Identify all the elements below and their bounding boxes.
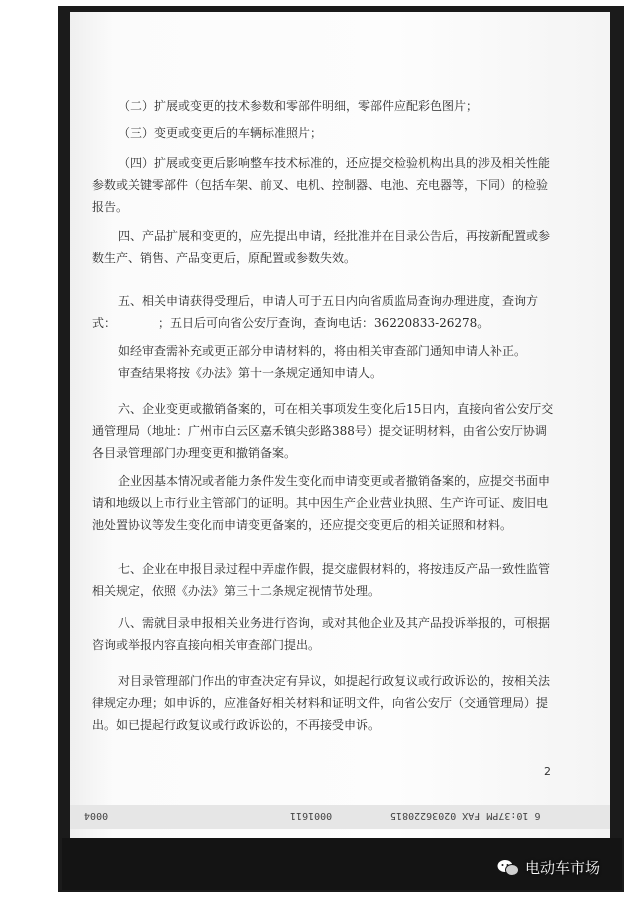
paragraph-11: 八、需就目录申报相关业务进行咨询，或对其他企业及其产品投诉举报的，可根据咨询或举报内容直接向相关审查部门提出。 [92,616,551,652]
paragraph-6: 如经审查需补充或更正部分申请材料的，将由相关审查部门通知申请人补正。 [118,344,527,358]
page-number: 2 [544,765,551,778]
paragraph-8: 六、企业变更或撤销备案的，可在相关事项发生变化后15日内，直接向省公安厅交通管理局（地址：广州市白云区嘉禾镇尖彭路388号）提交证明材料，由省公安厅协调各目录管理部门办理变更和撤销备案。 [92,402,554,460]
paragraph-12: 对目录管理部门作出的审查决定有异议，如提起行政复议或行政诉讼的，按相关法律规定办理；如申诉的，应准备好相关材料和证明文件，向省公安厅（交通管理局）提出。如已提起行政复议或行政诉讼的，不再接受申诉。 [92,674,551,732]
paragraph-5: 五、相关申请获得受理后，申请人可于五日内向省质监局查询办理进度，查询方式： ；五日后可向省公安厅查询，查询电话：36220833-26278。 [92,294,539,330]
paragraph-9: 企业因基本情况或者能力条件发生变化而申请变更或者撤销备案的，应提交书面申请和地级以上市行业主管部门的证明。其中因生产企业营业执照、生产许可证、废旧电池处置协议等发生变化而申请变更备案的，还应提交变更后的相关证照和材料。 [92,474,551,532]
paragraph-2: （三）变更或变更后的车辆标准照片； [118,126,323,140]
fax-page-code: 0004 [84,810,109,821]
paragraph-4: 四、产品扩展和变更的，应先提出申请，经批准并在目录公告后，再按新配置或参数生产、销售、产品变更后，原配置或参数失效。 [92,229,551,265]
paragraph-7: 审查结果将按《办法》第十一条规定通知申请人。 [118,366,383,380]
fax-line: 6 10:37PM FAX 02036220815 [390,810,541,821]
watermark [497,857,600,878]
paragraph-1: （二）扩展或变更的技术参数和零部件明细，零部件应配彩色图片； [118,99,479,113]
paragraph-10: 七、企业在申报目录过程中弄虚作假，提交虚假材料的，将按违反产品一致性监管相关规定，依照《办法》第三十二条规定视情节处理。 [92,562,551,598]
wechat-icon [497,859,519,877]
paragraph-3: （四）扩展或变更后影响整车技术标准的，还应提交检验机构出具的涉及相关性能参数或关键零部件（包括车架、前叉、电机、控制器、电池、充电器等，下同）的检验报告。 [92,156,551,214]
fax-code: 0001611 [290,810,333,821]
scan-bottom-edge [62,838,622,890]
watermark-text: 电动车市场 [524,859,600,877]
